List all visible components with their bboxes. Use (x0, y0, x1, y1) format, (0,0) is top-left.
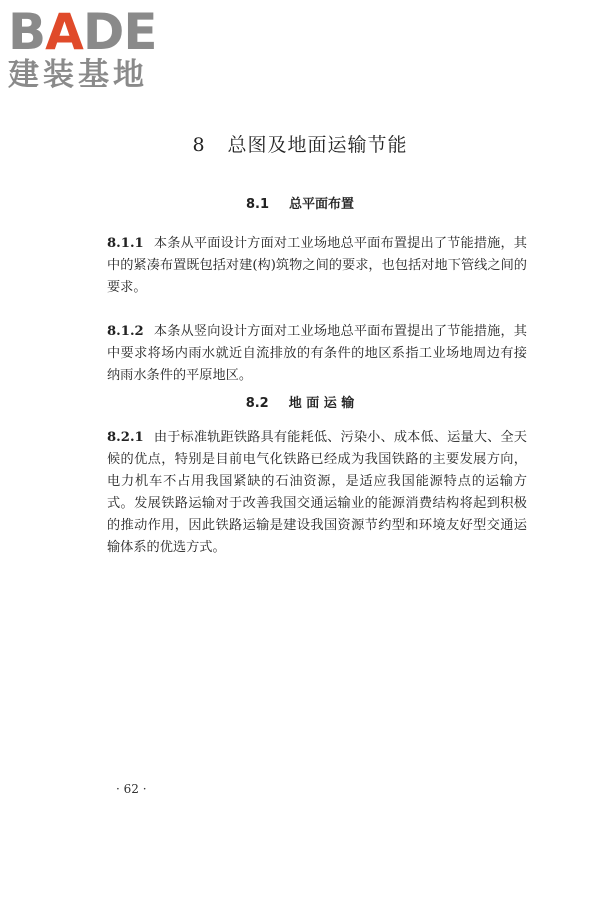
section-number: 8.2 (245, 396, 269, 411)
section-title (0, 193, 600, 212)
logo-wordmark: BADE (8, 3, 157, 61)
clause-paragraph (107, 427, 527, 559)
section-title (0, 392, 600, 411)
clause-text: 本条从平面设计方面对工业场地总平面布置提出了节能措施，其中的紧凑布置既包括对建(构)筑物之间的要求，也包括对地下管线之间的要求。 (107, 236, 527, 295)
clause-text: 本条从竖向设计方面对工业场地总平面布置提出了节能措施，其中要求将场内雨水就近自流排放的有条件的地区系指工业场地周边有接纳雨水条件的平原地区。 (107, 324, 527, 383)
clause-text: 由于标准轨距铁路具有能耗低、污染小、成本低、运量大、全天候的优点，特别是目前电气化铁路已经成为我国铁路的主要发展方向，电力机车不占用我国紧缺的石油资源，是适应我国能源特点的运输方式。发展铁路运输对于改善我国交通运输业的能源消费结构将起到积极的推动作用，因此铁路运输是建设我国资源节约型和环境友好型交通运输体系的优选方式。 (107, 430, 527, 555)
clause-number: 8.1.2 (107, 324, 144, 339)
section-number: 8.1 (245, 197, 269, 212)
chapter-title (0, 130, 600, 157)
clause-paragraph (107, 233, 527, 299)
chapter-number: 8 (192, 134, 206, 156)
logo (8, 3, 178, 93)
clause-paragraph (107, 321, 527, 387)
logo-subtitle: 建装基地 (8, 57, 148, 93)
page-number: · 62 · (116, 782, 147, 796)
section-name: 总平面布置 (289, 197, 355, 212)
chapter-name: 总图及地面运输节能 (227, 134, 408, 156)
clause-number: 8.2.1 (107, 430, 144, 445)
clause-number: 8.1.1 (107, 236, 144, 251)
section-name: 地 面 运 输 (288, 396, 355, 411)
